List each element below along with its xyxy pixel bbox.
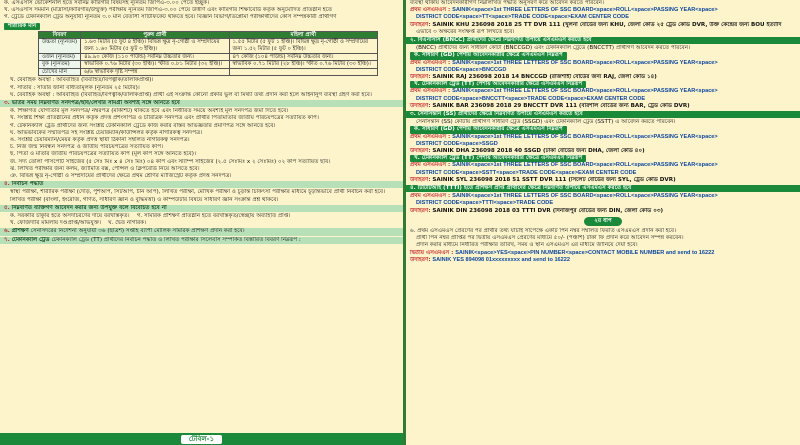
sms-label: প্রথম এসএমএস : [410,162,451,169]
ss-note: সেনাসন্তান (SS) কোটায় প্রার্থীগণ সাধারণ ট্রেড (SSGD) এবং টেকনিক্যাল ট্রেড (SSTT) এ আবেদন করতে পারবেন। [416,119,676,126]
sms-label: প্রথম এসএমএস : [410,133,451,140]
sms-format: SAINIK<space>1st THREE LETTERS OF SSC BOARD<space>ROLL<space>PASSING YEAR<space> [452,162,718,169]
list-item: জ. সদ্য তোলা পাসপোর্ট সাইজের (৫ সেঃ মিঃ x ৪ সেঃ মিঃ) ০৪ কপি এবং স্ট্যাম্প সাইজের (২.৫ সেঃমিঃ x ২ সেঃমিঃ) ০২ কপি সত্যায়িত ছবি। [10,158,331,165]
sms-format: DISTRICT CODE<space>TT<space>TRADE CODE<space>EXAM CENTER CODE [416,14,629,21]
section-6-heading: ৬. প্রশিক্ষণ সেনাসদরের নির্দেশনা অনুযায়ী ৩৬ (ছত্রিশ) সপ্তাহ ব্যাপী মৌলিক সামরিক প্রশিক্ষণ প্রদান করা হবে। [0,228,403,235]
table-1-bar [0,433,403,445]
table-row: ওজন (ন্যূনতম) ৪৯.৯০ কেজি (১১০ পাউন্ড) সর্বনিম্ন উচ্চতার জন্য। ৪৭ কেজি (১০৪ পাউন্ড) সর্বনিম্ন উচ্চতার জন্য। [39,53,378,61]
example-label: উদাহরণ: [410,21,431,28]
example-label: উদাহরণ: [410,256,431,263]
example-label: উদাহরণ: [410,207,431,214]
table-1-label: টেবিল-১ [181,435,222,444]
phase-2-badge: ২য় ধাপ [584,217,621,226]
table-row: উচ্চতা (ন্যূনতম) ১.৬৩ মিটার (৫ ফুট ৪ ইঞ্চি)। বিভিন্ন ক্ষুদ্র নৃ-গোষ্ঠী ও সম্প্রদায়ের জন্য ১.৬০ মিটার (৫ ফুট ৩ ইঞ্চি)। ১.৫৫ মিটার (৫ ফুট ১ ইঞ্চি)। বিভিন্ন ক্ষুদ্র নৃ-গোষ্ঠী ও সম্প্রদায়ের জন্য ১.৫২ মিটার (৫ ফুট ০ ইঞ্চি)। [39,39,378,53]
example-label: উদাহরণ: [410,102,431,109]
right-section-2-heading: ২. বিএনসিসি (BNCC) প্রার্থীদের ক্ষেত্রে নিম্নবর্ণিত উপায়ে এসএমএস করতে হবে [406,37,800,44]
sms-example: SAINIK KHU 236098 2018 25 TT DVR 111 (খুলনা বোর্ডের জন্য KHU, জেলা কোড ২৫ ট্রেড কোড DVR, উক্ত কেন্দ্রের জন্য BOU ইত্যাদি [432,21,782,28]
phase-2-line: প্রার্থী পিন নম্বর প্রাপ্তির পর দ্বিতীয় এসএমএস প্রেরণের মাধ্যমে ৫০/- (পঞ্চাশ) টাকা ফি প্রদান করে আবেদন সম্পন্ন করবেন। [416,235,684,242]
list-item: ছ. পিতা ও মাতার জাতীয় পরিচয়পত্রের সত্যায়িত কপি (মূল কপি সঙ্গে আনতে হবে)। [10,151,196,158]
section-7-heading: ৭. টেকনিক্যাল ট্রেড টেকনিক্যাল ট্রেড (TT) প্রার্থীদের নির্বাচন পদ্ধতি ও লিখিত পরীক্ষার সিলেবাস সম্পর্কিত বিস্তারিত বিবরণ নিম্নরূপ : [0,237,403,244]
table-header: পুরুষ প্রার্থী [81,31,229,39]
right-intro: ব্যবস্থা থাকায় আবেদনকারীগণ নিম্নলিখিত পদ্ধতি অনুসরণ করে আবেদন করতে পারবেন। [410,0,605,6]
sms-example: SAINIK SYL 236098 2018 51 SSTT DVR 111 (সিলেট বোর্ডের জন্য SYL, ট্রেড কোড DVR) [432,176,676,183]
example-label: উদাহরণ: [410,148,431,155]
ss-tt-heading: খ. টেকনিক্যাল ট্রেড (TT) পেশায় আবেদনকারীর ক্ষেত্রে এসএমএস নিম্নরূপ [410,155,586,162]
table-row: বুক (ন্যূনতম) স্বাভাবিক ০.৭৬ মিটার (৩০ ইঞ্চি)। স্ফীত ০.৮১ মিটার (৩২ ইঞ্চি)। স্বাভাবিক ০.৭১ মিটার (২৮ ইঞ্চি)। স্ফীত ০.৭৬ মিটার (৩০ ইঞ্চি)। [39,61,378,69]
sms-format: DISTRICT CODE<space>TTTI<space>TRADE CODE [416,200,554,207]
sms-example: SAINIK DHA 236098 2018 40 SSGD (ঢাকা বোর্ডের জন্য DHA, জেলা কোড ৪০) [432,148,645,155]
physical-standard-table [38,31,378,77]
bncc-gd-heading: ক. সাধারণ (GD) পেশায় আবেদনকারীর ক্ষেত্রে এসএমএস নিম্নরূপ [410,52,567,59]
section-5-heading: ৫. নিম্নবর্ণিত ব্যক্তিগণ আবেদন করার জন্য উপযুক্ত বলে বিবেচিত হবে না [0,205,403,212]
section-4-heading: ৪. নির্বাচন পদ্ধতি [0,181,403,188]
sms-example-note: এভাবে ৩ অক্ষরের সংক্ষিপ্ত রূপ লিখতে হবে। [416,28,515,35]
sms-example: SAINIK DIN 236098 2018 03 TTTI DVR (দিনাজপুর বোর্ডের জন্য DIN, জেলা কোড ০৩) [432,207,664,214]
false-info-line: ঘ. বৈবাহিক অবস্থা : অবিবাহিত (বিবাহিত/বিপত্নীক/তালাকপ্রাপ্ত) প্রার্থী এই সংক্রান্ত কোনো প্রকার ভুল বা মিথ্যা তথ্য প্রদান করা হলে আইনানুগ ব্যবস্থা গ্রহণ করা হবে। [10,91,372,98]
sms-format: DISTRICT CODE<space>SSGD [416,140,498,147]
sms-format: SAINIK<space>1st THREE LETTERS OF SSC BOARD<space>ROLL<space>PASSING YEAR<space> [452,193,718,200]
list-item: স্বাস্থ্য পরীক্ষা, শারীরিক পরীক্ষা (দৌড়, পুশআপ, সিটআপ, চীন আপ), লিখিত পরীক্ষা, মৌখিক পরীক্ষা ও চূড়ান্ত চিকিৎসা পরীক্ষার মাধ্যমে চূড়ান্তভাবে প্রার্থী নির্বাচন করা হবে। [10,189,385,196]
example-label: উদাহরণ: [410,176,431,183]
ss-gd-heading: ক. সাধারণ (GD) পেশায় আবেদনকারীর ক্ষেত্রে এসএমএস নিম্নরূপ [410,126,567,133]
physical-standard-heading: শারীরিক মান [4,23,40,30]
bncc-tt-heading: খ. টেকনিক্যাল ট্রেড (TT) পেশায় আবেদনকারীর ক্ষেত্রে এসএমএস নিম্নরূপ [410,81,586,88]
bncc-note: (BNCC) প্রার্থীদের জন্য সাধারণ কোটা (BNCCGD) এবং টেকনিক্যাল ট্রেডে (BNCCTT) প্রার্থীগণ আবেদন করতে পারবেন। [416,45,691,52]
eligibility-line-1: ক. এসএসসি ভোকেশনাল হতে সর্বনিম্ন কারিগরি বিষয়সহ ন্যূনতম জিপিএ-৩.০০ পেতে ইচ্ছুক। [4,0,210,6]
list-item: ক. সরকারি চাকুরি হতে অসদাচরণের দায়ে বরখাস্তকৃত। গ. সামরিক প্রশিক্ষণ প্রতিষ্ঠান হতে বরখাস্তকৃত/স্বেচ্ছায় অব্যাহতি প্রাপ্ত। [10,213,291,220]
sms-format: SAINIK<space>1st THREE LETTERS OF SSC BOARD<space>ROLL<space>PASSING YEAR<space> [452,7,718,14]
list-item: ক. শিক্ষাগত যোগ্যতার মূল সনদপত্র/ নম্বরপত্র (মার্কশিট) থাকতে হবে এবং নির্ধারিত সময়ে অবশ্যই মূল সনদপত্র জমা দিতে হবে। [10,108,289,115]
table-row: চোখের মান ৬/৬ স্বাভাবিক দৃষ্টি সম্পন্ন [39,68,378,76]
sms-label: প্রথম এসএমএস : [410,193,451,200]
sms-label: প্রথম এসএমএস : [410,88,451,95]
sms-example: SAINIK BAR 236098 2018 29 BNCCTT DVR 111 (বরিশাল বোর্ডের জন্য BAR, ট্রেড কোড DVR) [432,102,690,109]
sms-label: দ্বিতীয় এসএমএস : [410,249,454,256]
right-section-4-heading: ৪. টিটিটিআই (TTTI) হতে প্রশিক্ষণ প্রাপ্ত প্রার্থীদের ক্ষেত্রে নিম্নবর্ণিত উপায়ে এসএমএস করতে হবে [406,185,800,192]
right-section-3-heading: ৩. সেনাসন্তান (SS) প্রার্থীদের ক্ষেত্রে নিম্নবর্ণিত উপায়ে এসএমএস করতে হবে [406,111,800,118]
list-item: চ. নিজ জন্ম নিবন্ধন সনদপত্র ও জাতীয় পরিচয়পত্রের সত্যায়িত কপি। [10,144,164,151]
marital-line: খ. বৈবাহিক অবস্থা : অবিবাহিত (বিবাহিত/বিপত্নীক/তালাকপ্রাপ্ত)। [10,77,154,84]
sms-label: প্রথম এসএমএস : [410,7,451,14]
sms-format: SAINIK<space>1st THREE LETTERS OF SSC BOARD<space>ROLL<space>PASSING YEAR<space> [452,59,718,66]
eligibility-line-3: গ. ট্রেডে টেকনিক্যাল ট্রেড অনুযায়ী ন্যূনতম ৩.০ মান বেতাসী সার্টিফিকেট থাকতে হবে। বিজ্ঞান বিভাগ/ডিপ্লোমা পরীক্ষার্থীদের কোর্স সম্পন্নকারী প্রার্থীগণ [4,14,337,21]
right-column [406,0,800,445]
list-item: ঞ. বিভিন্ন ক্ষুদ্র নৃ-গোষ্ঠী ও সম্প্রদায়ের প্রার্থীদের ক্ষেত্রে প্রথম শ্রেণির ম্যাজিস্ট্রেট কর্তৃক প্রদত্ত সনদপত্র। [10,173,232,180]
phase-2-line: ৬. প্রথম এসএমএস প্রেরণের পর প্রার্থীর তথ্য যাচাই সাপেক্ষে একটি পিন নম্বর সম্বলিত ফিরতি এসএমএস প্রদান করা হবে। [410,227,677,234]
section-3-heading: ৩. ভর্তির সময় নিম্নবর্ণিত সনদপত্র/ছবি/লেখার সামগ্রী অবশ্যই সঙ্গে আনতে হবে [0,100,403,107]
table-header: মহিলা প্রার্থী [229,31,377,39]
list-item: ঘ. অভিভাবকের সম্মতিপত্র সহ সংশ্লিষ্ট চেয়ারম্যান/কাউন্সিলর কর্তৃক নাগরিকত্ব সনদপত্র। [10,129,203,136]
sms-format: SAINIK<space>YES<space>PIN NUMBER<space>CONTACT MOBILE NUMBER and send to 16222 [455,249,715,256]
list-item: গ. টেকনিক্যাল ট্রেড প্রার্থীদের জন্য সংশ্লিষ্ট টেকনিক্যাল ট্রেডে কাজ করার বাস্তব অভিজ্ঞতার প্রমাণপত্র সঙ্গে আনতে হবে। [10,122,276,129]
sms-format: DISTRICT CODE<space>BNCCTT<space>TRADE CODE<space>EXAM CENTER CODE [416,95,646,102]
sms-format: SAINIK<space>1st THREE LETTERS OF SSC BOARD<space>ROLL<space>PASSING YEAR<space> [452,88,718,95]
sms-label: প্রথম এসএমএস : [410,59,451,66]
example-label: উদাহরণ: [410,74,431,81]
sms-format: SAINIK<space>1st THREE LETTERS OF SSC BOARD<space>ROLL<space>PASSING YEAR<space> [452,133,718,140]
list-item: খ. ফৌজদারি মামলায় দণ্ডপ্রাপ্ত/অভিযুক্ত। ঘ. দ্বৈত নাগরিক। [10,220,147,227]
swimming-line: গ. সাঁতার : সাঁতার জানা বাধ্যতামূলক (ন্যূনতম ২৫ মিটার)। [10,84,140,91]
phase-2-line: প্রদান করার মাধ্যমে নির্ধারিত পরীক্ষার তারিখ, সময় ও স্থান এসএমএস এর মাধ্যমে জানিয়ে দেয়া হবে। [416,242,638,249]
sms-format: DISTRICT CODE<space>BNCCGD [416,66,507,73]
list-item: লিখিত পরীক্ষা (বাংলা, ইংরেজি, গণিত, সাধারণ জ্ঞান ও বুদ্ধিমত্তা) ও কম্পিউটার বিষয়ে সাধারণ জ্ঞান সংক্রান্ত প্রশ্ন থাকবে। [10,196,279,203]
list-item: খ. সংশ্লিষ্ট শিক্ষা প্রতিষ্ঠানের প্রধান কর্তৃক প্রদত্ত প্রশংসাপত্র ও চারিত্রিক সনদপত্র এবং প্রার্থীর পিতামাতার জাতীয় পরিচয়পত্রের সত্যায়িত কপি। [10,115,319,122]
list-item: ঙ. সংশ্লিষ্ট চেয়ারম্যান/মেয়র কর্তৃক প্রদত্ত স্থায়ী ঠিকানা সম্বলিত নাগরিকত্ব সনদপত্র। [10,137,190,143]
sms-example: SAINIK RAJ 236098 2018 14 BNCCGD (রাজশাহী বোর্ডের জন্য RAJ, জেলা কোড ১৪) [432,74,657,81]
list-item: ঝ. লিখিত পরীক্ষার জন্য কলম, জ্যামিতি বক্স, পেন্সিল ও ক্লিপবোর্ড নিয়ে আসতে হবে। [10,165,200,172]
table-header: বিবরণ [39,31,81,39]
sms-example: SAINIK YES 894098 01xxxxxxxxx and send to 16222 [432,256,570,263]
eligibility-line-2: খ. এসএসসি সমমান (মাদ্রাসা/কারিগরি/উন্মুক্ত) পরীক্ষায় ন্যূনতম জিপিএ-৩.০০ পেয়ে উত্তীর্ণ এবং কারিগরি শিক্ষাবোর্ড কর্তৃক অনুমোদিত প্রতিষ্ঠান হতে [4,7,333,14]
sms-format: DISTRICT CODE<space>SSTT<space>TRADE CODE<space>EXAM CENTER CODE [416,169,637,176]
